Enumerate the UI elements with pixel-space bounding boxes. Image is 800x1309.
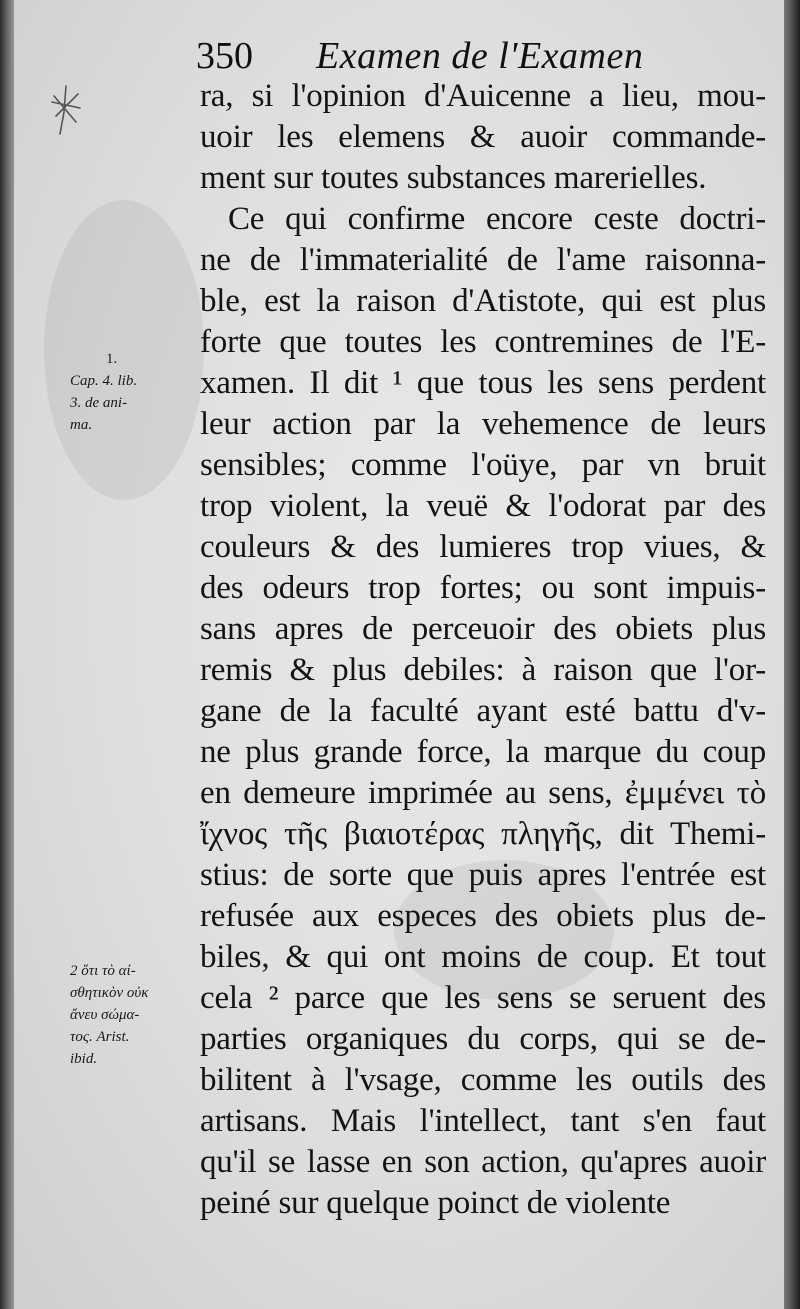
text-line: ble, est la raison d'Atistote, qui est plus xyxy=(200,283,766,319)
text-line: bilitent à l'vsage, comme les outils des xyxy=(200,1062,766,1098)
text-line: refusée aux especes des obiets plus de- xyxy=(200,898,766,934)
text-line: couleurs & des lumieres trop viues, & xyxy=(200,529,766,565)
text-line: en demeure imprimée au sens, ἐμμένει τὸ xyxy=(200,775,766,811)
margin-note-citation xyxy=(70,348,188,436)
text-line: remis & plus debiles: à raison que l'or- xyxy=(200,652,766,688)
text-line: gane de la faculté ayant esté battu d'v- xyxy=(200,693,766,729)
main-text-block xyxy=(200,76,766,1224)
text-line: sans apres de perceuoir des obiets plus xyxy=(200,611,766,647)
note-line: ibid. xyxy=(70,1051,98,1067)
note-line: Cap. 4. lib. xyxy=(70,373,138,389)
note-line: τος. Arist. xyxy=(70,1029,130,1045)
note-line: ἄνευ σώμα- xyxy=(70,1007,140,1023)
text-line: stius: de sorte que puis apres l'entrée est xyxy=(200,857,766,893)
text-line: ἴχνος τῆς βιαιοτέρας πληγῆς, dit Themi- xyxy=(200,816,766,852)
page-number: 350 xyxy=(196,35,253,77)
text-line: des odeurs trop fortes; ou sont impuis- xyxy=(200,570,766,606)
note-line: ma. xyxy=(70,417,93,433)
text-line: peiné sur quelque poinct de violente xyxy=(200,1185,671,1221)
text-line: parties organiques du corps, qui se de- xyxy=(200,1021,766,1057)
note-marker: 1. xyxy=(106,351,118,367)
text-line: cela ² parce que les sens se seruent des xyxy=(200,980,766,1016)
text-line: biles, & qui ont moins de coup. Et tout xyxy=(200,939,766,975)
text-line: sensibles; comme l'oüye, par vn bruit xyxy=(200,447,766,483)
text-line: xamen. Il dit ¹ que tous les sens perdent xyxy=(200,365,766,401)
ink-mark-icon xyxy=(42,82,92,142)
text-line: uoir les elemens & auoir commande- xyxy=(200,119,766,155)
text-line: Ce qui confirme encore ceste doctri- xyxy=(228,201,766,237)
text-line: leur action par la vehemence de leurs xyxy=(200,406,766,442)
note-line: 2 ὅτι τὸ αἰ- xyxy=(70,963,136,979)
text-line: ment sur toutes substances marerielles. xyxy=(200,160,707,196)
note-line: 3. de ani- xyxy=(70,395,128,411)
text-line: artisans. Mais l'intellect, tant s'en faut xyxy=(200,1103,766,1139)
text-line: trop violent, la veuë & l'odorat par des xyxy=(200,488,766,524)
text-line: ne de l'immaterialité de l'ame raisonna- xyxy=(200,242,766,278)
margin-note-greek xyxy=(70,960,188,1070)
text-line: forte que toutes les contremines de l'E- xyxy=(200,324,766,360)
text-line: ra, si l'opinion d'Auicenne a lieu, mou- xyxy=(200,78,766,114)
running-title: Examen de l'Examen xyxy=(316,35,644,77)
text-line: qu'il se lasse en son action, qu'apres auoir xyxy=(200,1144,766,1180)
note-line: σθητικὸν οὐκ xyxy=(70,985,149,1001)
running-header xyxy=(196,30,756,82)
text-line: ne plus grande force, la marque du coup xyxy=(200,734,766,770)
